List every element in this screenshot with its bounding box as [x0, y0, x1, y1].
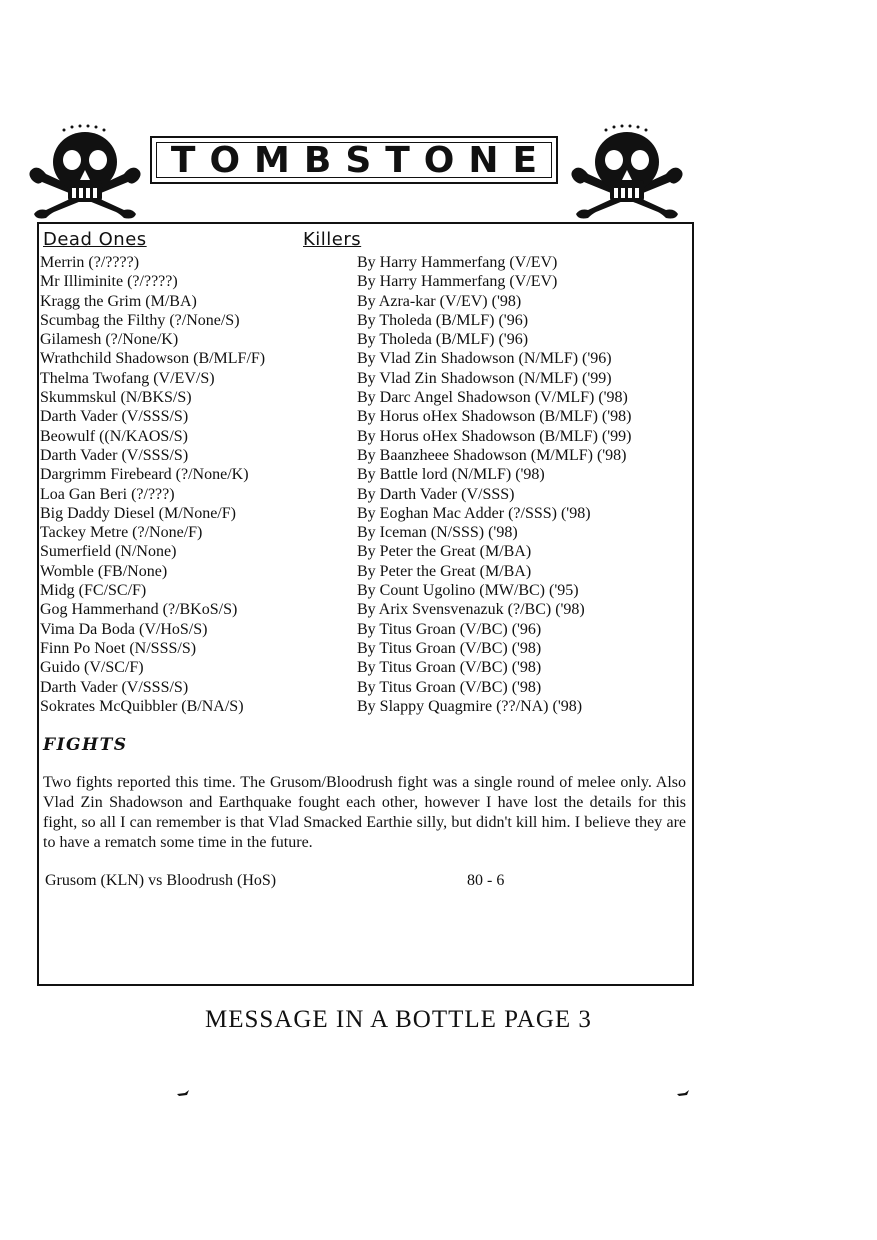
victim-name: Sokrates McQuibbler (B/NA/S) [40, 697, 244, 715]
skull-crossbones-icon [566, 122, 688, 220]
victim-name: Sumerfield (N/None) [40, 543, 177, 561]
victim-name: Darth Vader (V/SSS/S) [40, 446, 189, 464]
killer-name: By Horus oHex Shadowson (B/MLF) ('99) [357, 427, 632, 445]
page-footer: MESSAGE IN A BOTTLE PAGE 3 [205, 1006, 592, 1033]
title-banner [150, 136, 558, 184]
victim-name: Wrathchild Shadowson (B/MLF/F) [40, 350, 266, 368]
fight-score: 80 - 6 [467, 872, 505, 889]
fights-heading: FIGHTS [43, 735, 128, 755]
victim-name: Mr Illiminite (?/????) [40, 273, 178, 291]
killer-name: By Tholeda (B/MLF) ('96) [357, 331, 529, 349]
killer-name: By Titus Groan (V/BC) ('98) [357, 659, 542, 677]
list-item [40, 388, 690, 407]
list-item [40, 272, 690, 291]
ink-speck-icon [677, 1090, 689, 1096]
list-item [40, 620, 690, 639]
list-item [40, 581, 690, 600]
dead-ones-header: Dead Ones [43, 229, 147, 250]
victim-name: Vima Da Boda (V/HoS/S) [40, 620, 208, 638]
fight-result: Grusom (KLN) vs Bloodrush (HoS) [45, 872, 277, 889]
list-item [40, 639, 690, 658]
skull-crossbones-icon [24, 122, 146, 220]
killer-name: By Horus oHex Shadowson (B/MLF) ('98) [357, 408, 632, 426]
killer-name: By Darth Vader (V/SSS) [357, 485, 515, 503]
list-item [40, 697, 690, 716]
list-item [40, 311, 690, 330]
victim-name: Big Daddy Diesel (M/None/F) [40, 504, 236, 522]
list-item [40, 427, 690, 446]
victim-name: Guido (V/SC/F) [40, 659, 144, 677]
killer-name: By Eoghan Mac Adder (?/SSS) ('98) [357, 504, 591, 522]
list-item [40, 600, 690, 619]
list-item [40, 349, 690, 368]
killer-name: By Tholeda (B/MLF) ('96) [357, 311, 529, 329]
victim-name: Dargrimm Firebeard (?/None/K) [40, 466, 249, 484]
victim-name: Darth Vader (V/SSS/S) [40, 408, 189, 426]
page-title: TOMBSTONE [170, 139, 552, 181]
killer-name: By Harry Hammerfang (V/EV) [357, 254, 558, 271]
list-item [40, 292, 690, 311]
killer-name: By Titus Groan (V/BC) ('96) [357, 620, 542, 638]
victim-name: Darth Vader (V/SSS/S) [40, 678, 189, 696]
victim-name: Gilamesh (?/None/K) [40, 331, 179, 349]
list-item [40, 446, 690, 465]
fights-body: Two fights reported this time. The Grusom/Bloodrush fight was a single round of melee only. Also Vlad Zin Shadowson and Earthquake fought each other, however I have lost the details for this fight, so all I can remember is that Vlad Smacked Earthie silly, but didn't kill him. I believe they are to have a rematch some time in the future. [43, 774, 686, 851]
list-item [40, 330, 690, 349]
killer-name: By Slappy Quagmire (??/NA) ('98) [357, 697, 583, 715]
victim-name: Womble (FB/None) [40, 562, 168, 580]
victim-name: Thelma Twofang (V/EV/S) [40, 369, 215, 387]
victim-name: Scumbag the Filthy (?/None/S) [40, 311, 240, 329]
list-item [40, 562, 690, 581]
killer-name: By Harry Hammerfang (V/EV) [357, 273, 558, 291]
killer-name: By Baanzheee Shadowson (M/MLF) ('98) [357, 446, 627, 464]
list-item [40, 678, 690, 697]
victim-name: Midg (FC/SC/F) [40, 582, 147, 600]
killer-name: By Iceman (N/SSS) ('98) [357, 524, 518, 542]
victim-name: Skummskul (N/BKS/S) [40, 389, 192, 407]
killer-name: By Darc Angel Shadowson (V/MLF) ('98) [357, 389, 628, 407]
victim-name: Finn Po Noet (N/SSS/S) [40, 639, 197, 657]
killer-name: By Azra-kar (V/EV) ('98) [357, 292, 522, 310]
killer-name: By Count Ugolino (MW/BC) ('95) [357, 582, 579, 600]
victim-name: Tackey Metre (?/None/F) [40, 524, 203, 542]
killer-name: By Vlad Zin Shadowson (N/MLF) ('96) [357, 350, 612, 368]
killer-name: By Titus Groan (V/BC) ('98) [357, 639, 542, 657]
killer-name: By Battle lord (N/MLF) ('98) [357, 466, 545, 484]
victim-name: Loa Gan Beri (?/???) [40, 485, 175, 503]
victim-name: Merrin (?/????) [40, 254, 140, 271]
list-item [40, 504, 690, 523]
list-item [40, 465, 690, 484]
victim-name: Gog Hammerhand (?/BKoS/S) [40, 601, 238, 619]
killer-name: By Peter the Great (M/BA) [357, 543, 532, 561]
killer-name: By Titus Groan (V/BC) ('98) [357, 678, 542, 696]
killer-name: By Arix Svensvenazuk (?/BC) ('98) [357, 601, 585, 619]
tombstone-list [40, 253, 690, 716]
list-item [40, 542, 690, 561]
victim-name: Kragg the Grim (M/BA) [40, 292, 197, 310]
list-item [40, 253, 690, 272]
list-item [40, 485, 690, 504]
killer-name: By Peter the Great (M/BA) [357, 562, 532, 580]
list-item [40, 407, 690, 426]
list-item [40, 658, 690, 677]
killers-header: Killers [303, 229, 362, 250]
list-item [40, 523, 690, 542]
list-item [40, 369, 690, 388]
ink-speck-icon [177, 1090, 189, 1096]
killer-name: By Vlad Zin Shadowson (N/MLF) ('99) [357, 369, 612, 387]
victim-name: Beowulf ((N/KAOS/S) [40, 427, 188, 445]
